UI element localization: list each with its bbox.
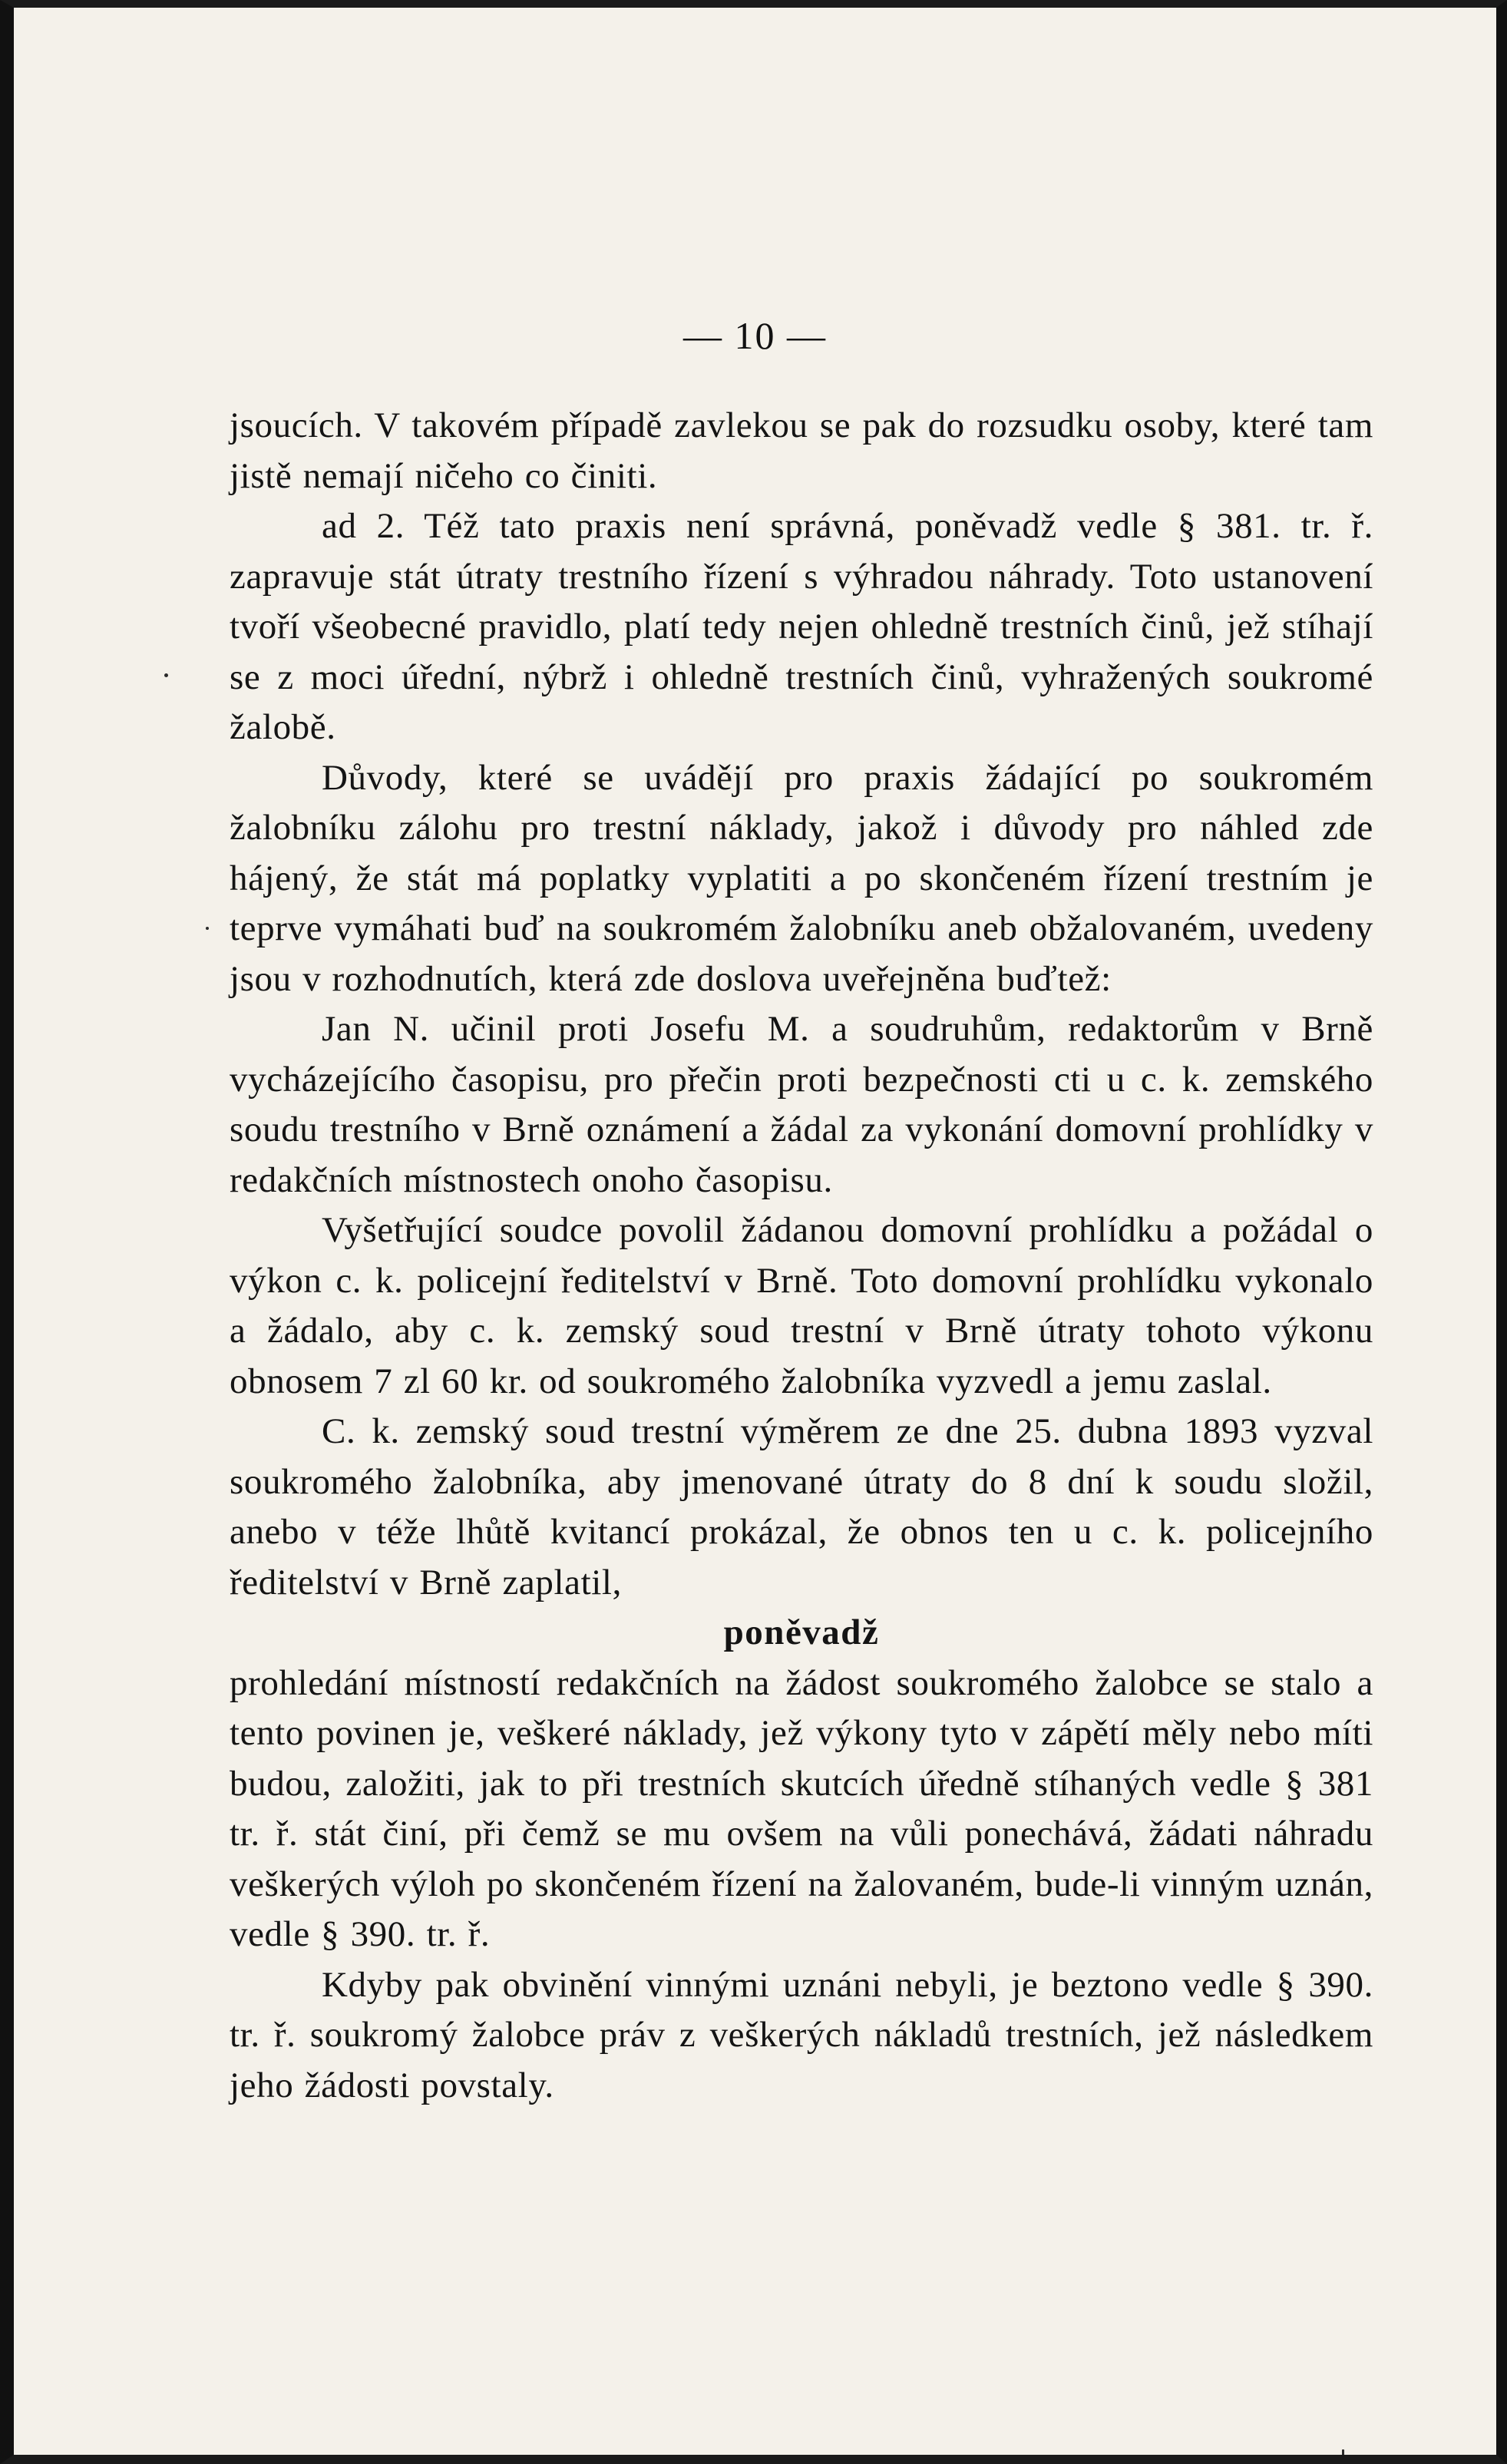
paragraph-court-order: C. k. zemský soud trestní výměrem ze dne 25. dubna 1893 vyzval soukromého žalobníka, aby jmenované útraty do 8 dní k soudu složil, anebo v téže lhůtě kvitancí prokázal, že obnos ten u c. k. policejního ředitelství v Brně zaplatil, — [230, 1411, 1373, 1602]
paragraph-reasons: Důvody, které se uvádějí pro praxis žádající po soukromém žalobníku zálohu pro trestní náklady, jakož i důvody pro náhled zde hájený, že stát má poplatky vyplatiti a po skončeném řízení trestním je teprve vymáhati buď na soukromém žalobníku aneb obžalovaném, uvedeny jsou v rozhodnutích, která zde doslova uveřejněna buďtež: — [230, 757, 1373, 999]
paragraph-continuation: jsoucích. V takovém případě zavlekou se pak do rozsudku osoby, které tam jistě nemají ničeho co činiti. — [230, 405, 1373, 496]
paragraph-reasoning: prohledání místností redakčních na žádost soukromého žalobce se stalo a tento povinen je, veškeré náklady, jež výkony tyto v zápětí měly nebo míti budou, založiti, jak to při trestních skutcích úředně stíhaných vedle § 381 tr. ř. stát činí, při čemž se mu ovšem na vůli ponechává, žádati náhradu veškerých výloh po skončeném řízení na žalovaném, bude-li vinným uznán, vedle § 390. tr. ř. — [230, 1662, 1373, 1954]
paragraph-investigation: Vyšetřující soudce povolil žádanou domovní prohlídku a požádal o výkon c. k. policejní ředitelství v Brně. Toto domovní prohlídku vykonalo a žádalo, aby c. k. zemský soud trestní v Brně útraty tohoto výkonu obnosem 7 zl 60 kr. od soukromého žalobníka vyzvedl a jemu zaslal. — [230, 1210, 1373, 1401]
scan-speck — [206, 927, 209, 930]
scan-speck — [1342, 2449, 1344, 2456]
paragraph-case-facts: Jan N. učinil proti Josefu M. a soudruhům, redaktorům v Brně vycházejícího časopisu, pro přečin proti bezpečnosti cti u c. k. zemského soudu trestního v Brně oznámení a žádal za vykonání domovní prohlídky v redakčních místnostech onoho časopisu. — [230, 1009, 1373, 1200]
section-heading: poněvadž — [723, 1612, 880, 1652]
paragraph-ad-2: ad 2. Též tato praxis není správná, poněvadž vedle § 381. tr. ř. zapravuje stát útraty trestního řízení s výhradou náhrady. Toto ustanovení tvoří všeobecné pravidlo, platí tedy nejen ohledně trestních činů, jež stíhají se z moci úřední, nýbrž i ohledně trestních činů, vyhražených soukromé žalobě. — [230, 506, 1373, 747]
body-text — [230, 401, 1373, 2111]
paragraph-conclusion: Kdyby pak obvinění vinnými uznáni nebyli, je beztono vedle § 390. tr. ř. soukromý žalobce práv z veškerých nákladů trestních, jež následkem jeho žádosti povstaly. — [230, 1964, 1373, 2105]
page-number: — 10 — — [683, 314, 827, 357]
scan-speck — [164, 673, 168, 677]
